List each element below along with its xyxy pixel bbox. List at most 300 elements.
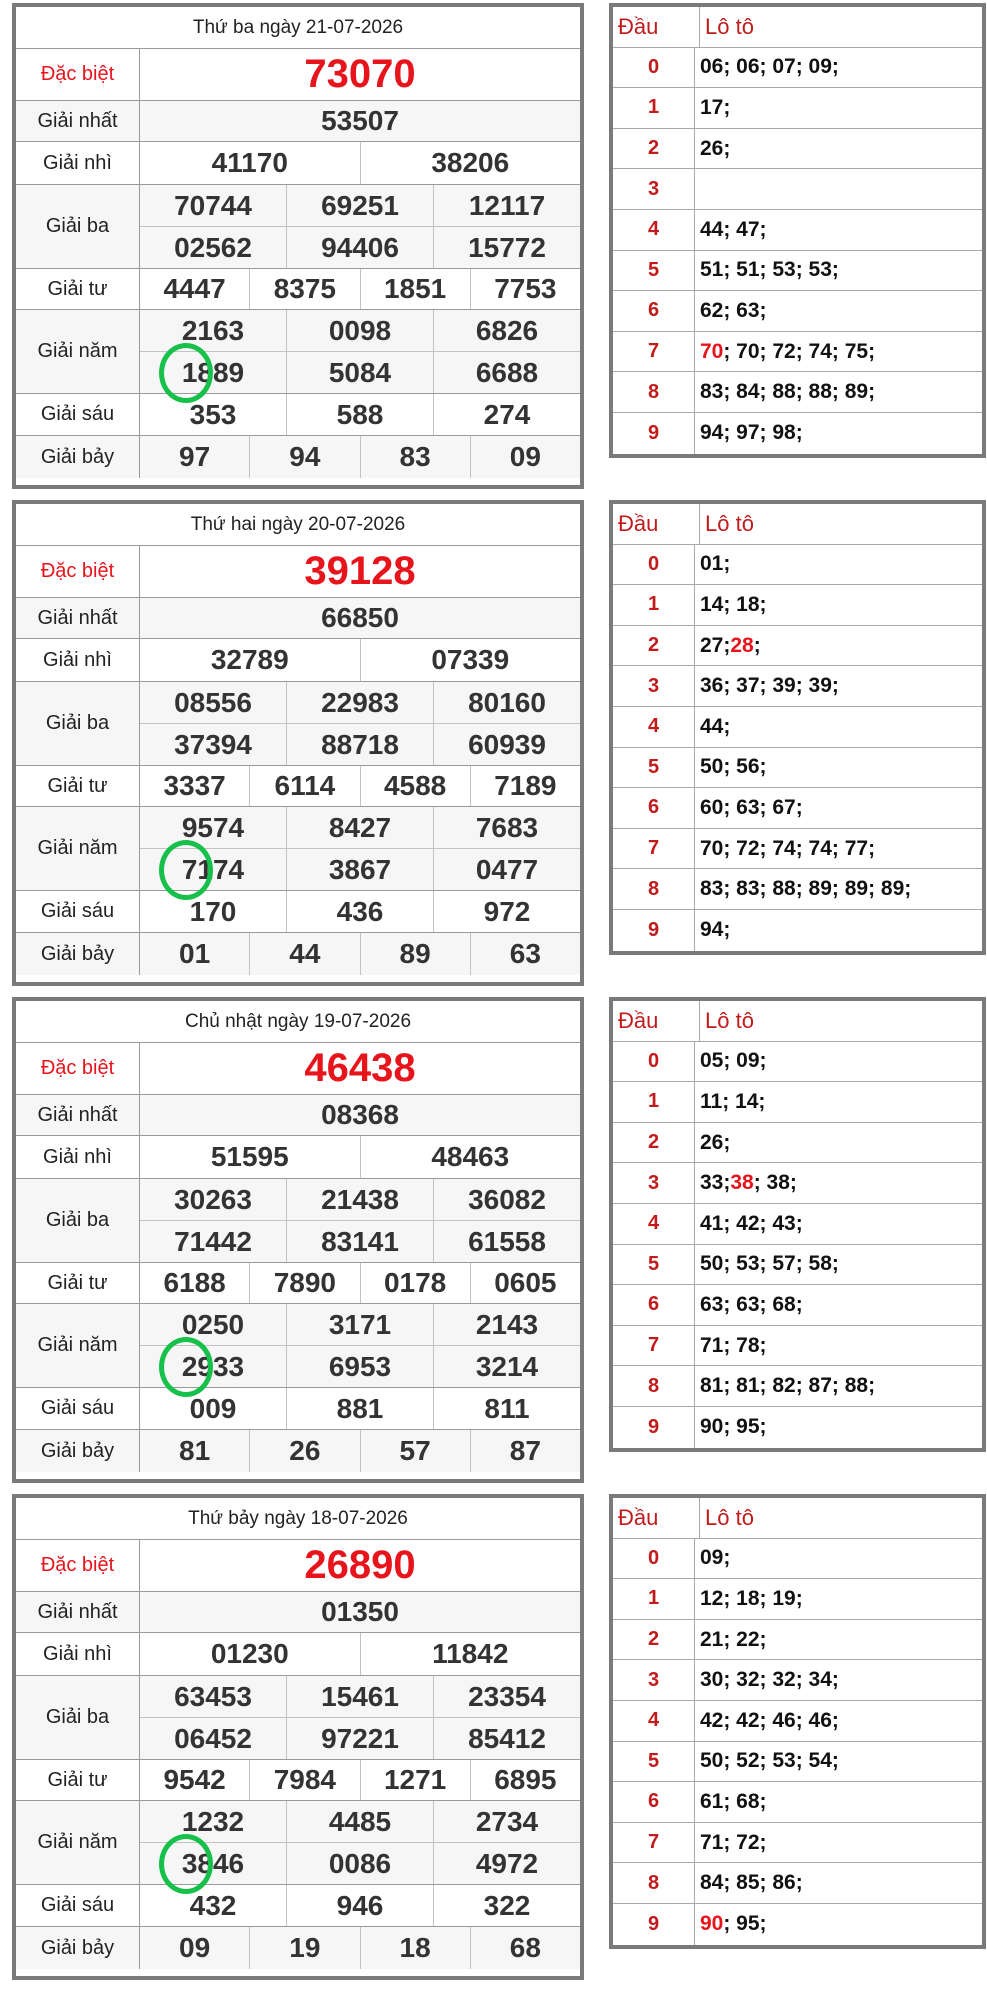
fifth-prize-label: Giải năm [16,1304,140,1387]
prize-number: 32789 [210,644,289,675]
sixth-prize-label: Giải sáu [16,891,140,932]
loto-tails [695,1285,982,1325]
prize-number: 21438 [286,1179,433,1220]
loto-special-tail: 38 [730,1171,754,1195]
loto-row [613,545,982,586]
prize-number: 63 [470,933,580,975]
loto-tails [695,1660,982,1700]
loto-tail-text: 44; 47; [700,217,767,241]
prize-number: 97 [179,441,211,472]
special-prize-label: Đặc biệt [16,49,140,100]
special-prize-row [16,1043,580,1095]
prize-line [140,1220,580,1262]
prize-number: 436 [286,891,433,932]
second-prize-values [140,1633,580,1675]
loto-header-loto: Lô tô [705,510,754,536]
loto-row [613,1245,982,1286]
loto-tails [695,829,982,869]
loto-row [613,1366,982,1407]
loto-head-digit: 8 [613,372,695,412]
prize-number: 68 [470,1927,580,1969]
loto-tail-text: 41; 42; 43; [700,1211,803,1235]
loto-head-digit: 9 [613,1407,695,1448]
first-prize-values [140,101,580,141]
loto-row [613,1701,982,1742]
loto-row [613,210,982,251]
fifth-prize-row [16,310,580,394]
second-prize-label: Giải nhì [16,1136,140,1178]
prize-number: 51595 [210,1141,289,1172]
prize-number: 11842 [360,1633,581,1675]
loto-row [613,413,982,454]
sixth-prize-label: Giải sáu [16,1885,140,1926]
loto-header-dau: Đầu [613,504,700,544]
prize-number: 0098 [286,310,433,351]
fifth-prize-row [16,1801,580,1885]
loto-head-digit: 5 [613,251,695,291]
loto-tail-text: 21; 22; [700,1627,767,1651]
loto-row [613,748,982,789]
prize-line [140,436,580,478]
prize-number: 85412 [433,1718,580,1759]
prize-line [140,1801,580,1842]
loto-row [613,1863,982,1904]
loto-table [609,1494,986,1949]
loto-head-digit: 5 [613,748,695,788]
prize-line [140,1592,580,1632]
special-prize-label: Đặc biệt [16,1043,140,1094]
loto-row [613,585,982,626]
prize-number: 6953 [286,1346,433,1387]
prize-line [140,723,580,765]
loto-row [613,88,982,129]
loto-tails [695,585,982,625]
prize-number: 18 [360,1927,470,1969]
loto-row [613,169,982,210]
prize-number: 0477 [433,849,580,890]
prize-number: 1851 [360,269,470,309]
loto-tail-text: ; 70; 72; 74; 75; [723,339,876,363]
loto-tails [695,1863,982,1903]
prize-number: 09 [470,436,580,478]
prize-number: 19 [249,1927,359,1969]
prize-number: 12117 [433,185,580,226]
first-prize-label: Giải nhất [16,1095,140,1135]
loto-tails [695,210,982,250]
prize-line [140,1717,580,1759]
loto-header-row [613,7,982,48]
prize-line [140,101,580,141]
third-prize-row [16,682,580,766]
first-prize-label: Giải nhất [16,1592,140,1632]
prize-line [140,1263,580,1303]
loto-tail-text: 94; 97; 98; [700,421,803,445]
loto-tail-text: 14; 18; [700,592,767,616]
loto-head-digit: 1 [613,585,695,625]
loto-row [613,1123,982,1164]
results-table [12,500,584,986]
prize-number: 01 [179,938,211,969]
loto-tail-text: 50; 53; 57; 58; [700,1252,839,1276]
date-title: Thứ ba ngày 21-07-2026 [16,7,580,49]
loto-tails [695,869,982,909]
prize-number: 94406 [286,227,433,268]
prize-number: 09 [179,1932,211,1963]
loto-tail-text: 61; 68; [700,1789,767,1813]
loto-head-digit: 5 [613,1245,695,1285]
loto-tails [695,251,982,291]
loto-head-digit: 6 [613,788,695,828]
prize-number: 8375 [249,269,359,309]
loto-row [613,1620,982,1661]
seventh-prize-values [140,1430,580,1472]
loto-head-digit: 8 [613,1366,695,1406]
prize-number: 89 [360,933,470,975]
loto-tail-text: 90; 95; [700,1415,767,1439]
loto-tails [695,788,982,828]
loto-row [613,251,982,292]
loto-row [613,1163,982,1204]
loto-tail-text: 26; [700,1130,731,1154]
prize-number: 15772 [433,227,580,268]
prize-line [140,1633,580,1675]
prize-number: 71442 [174,1225,252,1257]
third-prize-label: Giải ba [16,185,140,268]
loto-head-digit: 0 [613,48,695,88]
special-number: 39128 [304,549,416,593]
first-prize-label: Giải nhất [16,101,140,141]
third-prize-values [140,185,580,268]
first-prize-values [140,598,580,638]
loto-head-digit: 8 [613,869,695,909]
loto-head-digit: 3 [613,169,695,209]
second-prize-label: Giải nhì [16,142,140,184]
second-prize-row [16,639,580,682]
prize-number: 3171 [286,1304,433,1345]
prize-number: 353 [189,398,237,430]
special-number: 46438 [304,1046,416,1090]
day-block [0,997,987,1494]
prize-number: 01230 [210,1638,289,1669]
results-table [12,3,584,489]
second-prize-values [140,1136,580,1178]
prize-line [140,546,580,597]
prize-number: 07339 [360,639,581,681]
loto-row [613,48,982,89]
prize-line [140,1430,580,1472]
prize-number: 69251 [286,185,433,226]
loto-special-tail: 90 [700,1912,724,1936]
loto-tail-text: 50; 56; [700,755,767,779]
prize-line [140,1095,580,1135]
prize-line [140,682,580,723]
prize-number: 7174 [181,853,245,885]
loto-head-digit: 3 [613,1660,695,1700]
seventh-prize-values [140,933,580,975]
loto-tails [695,1123,982,1163]
fifth-prize-label: Giải năm [16,310,140,393]
prize-number: 60939 [433,724,580,765]
loto-tail-text: 50; 52; 53; 54; [700,1749,839,1773]
loto-head-digit: 9 [613,1904,695,1945]
third-prize-row [16,1676,580,1760]
loto-tail-text: ; [753,633,761,657]
loto-head-digit: 2 [613,626,695,666]
second-prize-label: Giải nhì [16,639,140,681]
loto-head-digit: 2 [613,129,695,169]
loto-row [613,1823,982,1864]
loto-row [613,1579,982,1620]
prize-number: 881 [286,1388,433,1429]
loto-head-digit: 6 [613,1285,695,1325]
prize-number: 6826 [433,310,580,351]
loto-tails [695,910,982,951]
prize-number: 0605 [470,1263,580,1303]
loto-head-digit: 4 [613,210,695,250]
prize-number: 83 [360,436,470,478]
prize-number: 61558 [433,1221,580,1262]
loto-head-digit: 8 [613,1863,695,1903]
fourth-prize-values [140,1760,580,1800]
loto-row [613,291,982,332]
loto-header-row [613,1001,982,1042]
prize-line [140,1179,580,1220]
loto-tail-text: 11; 14; [700,1089,766,1113]
fourth-prize-values [140,766,580,806]
loto-row [613,1742,982,1783]
fourth-prize-label: Giải tư [16,1760,140,1800]
prize-number: 08368 [321,1099,399,1130]
prize-number: 48463 [360,1136,581,1178]
special-number: 26890 [304,1543,416,1587]
loto-head-digit: 6 [613,1782,695,1822]
loto-tails [695,1904,982,1945]
loto-header-loto: Lô tô [705,13,754,39]
prize-number: 3867 [286,849,433,890]
prize-number: 2143 [433,1304,580,1345]
prize-number: 57 [360,1430,470,1472]
loto-tails [695,413,982,454]
prize-number: 5084 [286,352,433,393]
loto-head-digit: 0 [613,545,695,585]
prize-number: 0086 [286,1843,433,1884]
prize-number: 009 [189,1392,237,1424]
fourth-prize-label: Giải tư [16,269,140,309]
loto-header-dau: Đầu [613,1001,700,1041]
first-prize-row [16,101,580,142]
loto-tail-text: ; 95; [723,1912,767,1936]
special-prize-values [140,49,580,100]
loto-tail-text: 83; 83; 88; 89; 89; 89; [700,877,912,901]
loto-tail-text: 94; [700,918,731,942]
loto-row [613,1285,982,1326]
prize-line [140,1388,580,1429]
prize-line [140,1676,580,1717]
fourth-prize-row [16,766,580,807]
loto-tail-text: 06; 06; 07; 09; [700,55,839,79]
loto-head-digit: 7 [613,829,695,869]
prize-line [140,848,580,890]
first-prize-values [140,1095,580,1135]
loto-tails [695,1245,982,1285]
loto-row [613,910,982,951]
results-table [12,1494,584,1980]
sixth-prize-label: Giải sáu [16,1388,140,1429]
sixth-prize-row [16,394,580,436]
prize-number: 80160 [433,682,580,723]
prize-number: 7683 [433,807,580,848]
prize-line [140,891,580,932]
prize-number: 3214 [433,1346,580,1387]
prize-number: 6688 [433,352,580,393]
prize-line [140,142,580,184]
third-prize-label: Giải ba [16,1676,140,1759]
prize-line [140,766,580,806]
loto-tail-text: 09; [700,1546,731,1570]
prize-number: 7189 [470,766,580,806]
loto-tails [695,1366,982,1406]
prize-number: 4485 [286,1801,433,1842]
loto-row [613,1326,982,1367]
loto-row [613,1407,982,1448]
fifth-prize-values [140,807,580,890]
loto-head-digit: 7 [613,1326,695,1366]
loto-head-digit: 2 [613,1620,695,1660]
date-title: Thứ hai ngày 20-07-2026 [16,504,580,546]
prize-number: 8427 [286,807,433,848]
first-prize-row [16,598,580,639]
prize-line [140,394,580,435]
second-prize-row [16,142,580,185]
loto-tails [695,1701,982,1741]
prize-number: 83141 [286,1221,433,1262]
loto-tails [695,626,982,666]
loto-special-tail: 28 [730,633,754,657]
loto-head-digit: 6 [613,291,695,331]
prize-number: 44 [249,933,359,975]
loto-tail-text: 36; 37; 39; 39; [700,674,839,698]
prize-number: 01350 [321,1596,399,1627]
special-prize-row [16,1540,580,1592]
loto-row [613,1660,982,1701]
loto-row [613,1904,982,1945]
prize-number: 88718 [286,724,433,765]
loto-tail-text: 17; [700,95,731,119]
sixth-prize-row [16,1885,580,1927]
sixth-prize-row [16,1388,580,1430]
sixth-prize-values [140,1885,580,1926]
prize-line [140,1842,580,1884]
prize-number: 811 [433,1388,580,1429]
loto-tail-text: 01; [700,552,731,576]
fifth-prize-label: Giải năm [16,807,140,890]
fifth-prize-row [16,807,580,891]
second-prize-row [16,1633,580,1676]
day-block [0,1494,987,1991]
prize-number: 06452 [174,1722,252,1754]
prize-number: 432 [189,1889,237,1921]
prize-line [140,1136,580,1178]
loto-tails [695,48,982,88]
loto-tail-text: 42; 42; 46; 46; [700,1708,839,1732]
loto-tail-text: 84; 85; 86; [700,1871,803,1895]
prize-number: 4447 [163,273,226,304]
seventh-prize-label: Giải bảy [16,933,140,975]
loto-row [613,1539,982,1580]
special-prize-row [16,546,580,598]
fourth-prize-values [140,1263,580,1303]
prize-number: 2933 [181,1350,245,1382]
second-prize-label: Giải nhì [16,1633,140,1675]
seventh-prize-label: Giải bảy [16,436,140,478]
loto-tails [695,291,982,331]
loto-tail-text: 26; [700,136,731,160]
loto-special-tail: 70 [700,339,724,363]
loto-tails [695,1326,982,1366]
loto-tail-text: 63; 63; 68; [700,1292,803,1316]
prize-number: 15461 [286,1676,433,1717]
prize-number: 7753 [470,269,580,309]
prize-line [140,1304,580,1345]
loto-row [613,869,982,910]
loto-head-digit: 0 [613,1539,695,1579]
prize-number: 3337 [163,770,226,801]
prize-line [140,639,580,681]
sixth-prize-values [140,1388,580,1429]
fourth-prize-row [16,1760,580,1801]
prize-number: 02562 [174,231,252,263]
fourth-prize-row [16,1263,580,1304]
loto-tails [695,545,982,585]
fifth-prize-values [140,1801,580,1884]
prize-number: 9574 [181,811,245,843]
loto-row [613,1042,982,1083]
loto-head-digit: 1 [613,1579,695,1619]
prize-number: 170 [189,895,237,927]
prize-number: 41170 [211,147,288,178]
prize-number: 322 [433,1885,580,1926]
seventh-prize-label: Giải bảy [16,1430,140,1472]
prize-line [140,1885,580,1926]
loto-table [609,3,986,458]
fifth-prize-label: Giải năm [16,1801,140,1884]
loto-row [613,129,982,170]
first-prize-row [16,1095,580,1136]
special-number: 73070 [304,52,416,96]
prize-number: 972 [433,891,580,932]
loto-header-row [613,504,982,545]
loto-tails [695,1539,982,1579]
date-title: Chủ nhật ngày 19-07-2026 [16,1001,580,1043]
second-prize-values [140,142,580,184]
loto-head-digit: 5 [613,1742,695,1782]
fifth-prize-values [140,1304,580,1387]
loto-tail-text: 81; 81; 82; 87; 88; [700,1374,876,1398]
loto-tails [695,129,982,169]
prize-number: 23354 [433,1676,580,1717]
prize-number: 588 [286,394,433,435]
loto-tail-text: 33; [700,1171,731,1195]
loto-tail-text: 27; [700,633,731,657]
loto-tail-text: 71; 78; [700,1333,767,1357]
prize-line [140,598,580,638]
seventh-prize-row [16,1430,580,1472]
loto-tails [695,169,982,209]
third-prize-values [140,1676,580,1759]
loto-head-digit: 1 [613,1082,695,1122]
fourth-prize-row [16,269,580,310]
loto-head-digit: 9 [613,413,695,454]
